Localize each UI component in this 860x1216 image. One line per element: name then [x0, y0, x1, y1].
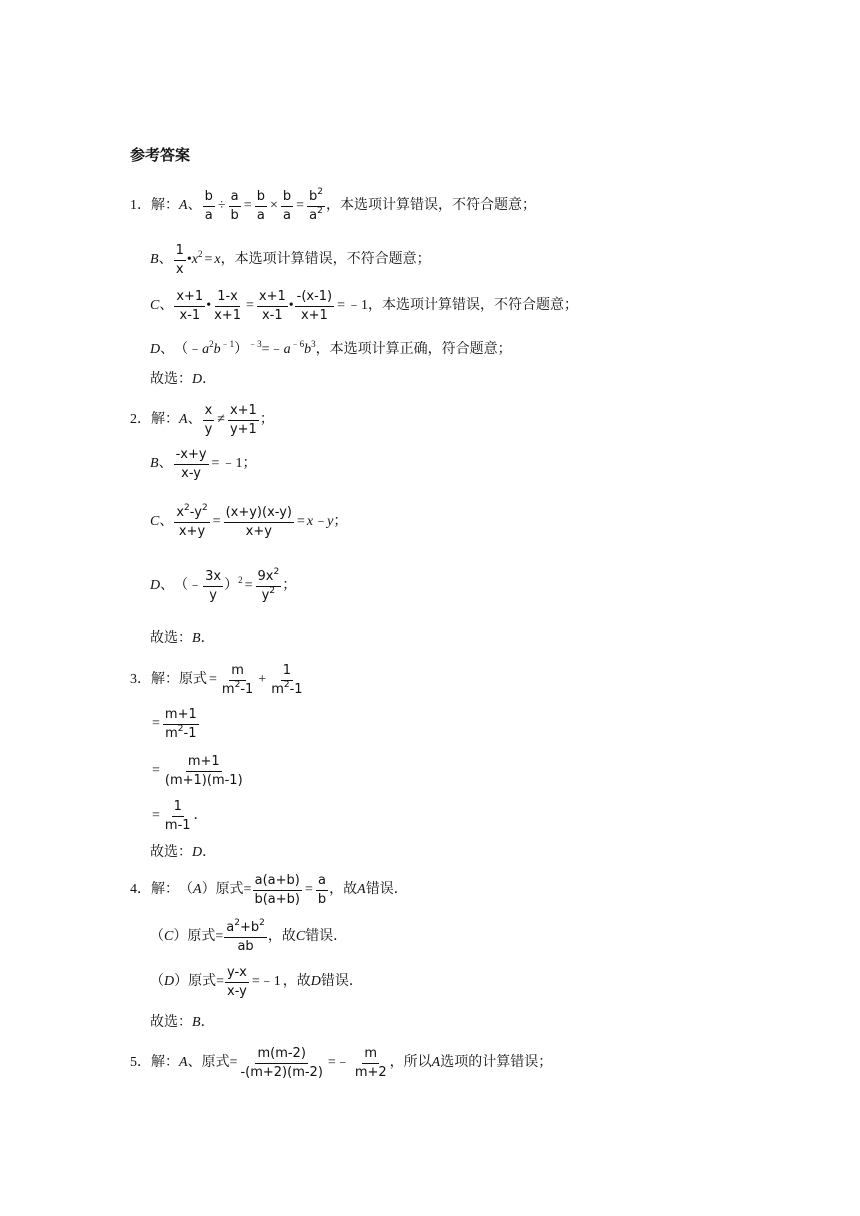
q3-eq1: = [209, 672, 217, 687]
q2-line-a [130, 402, 274, 438]
q3-l3-frac: $\frac{m+1}{(m+1)(m-1)}$ [164, 753, 243, 788]
q1-a-frac3: $\frac{b}{a}$ [256, 188, 265, 223]
q1-line-a [130, 188, 536, 224]
q1-c-label: C [150, 298, 160, 313]
q3-eq3: = [152, 763, 160, 778]
q2-d-rparen: ） [224, 578, 239, 593]
q5-a-text1: ，所以 [389, 1055, 432, 1070]
q4-line-d [150, 964, 363, 1000]
q5-a-frac1: $\frac{m(m-2)}{-(m+2)(m-2)}$ [240, 1045, 323, 1080]
q2-answer: B [192, 631, 201, 646]
q2-d-frac2: $\frac{9x^2}{y^2}$ [257, 566, 280, 603]
q2-c-eq1: = [212, 514, 221, 529]
q1-line-b [150, 242, 431, 278]
q4-c-rparen: ） [173, 929, 188, 944]
q1-a-frac2: $\frac{a}{b}$ [230, 188, 239, 223]
q4-conclusion-label: 故选： [150, 1015, 192, 1030]
q2-a-label: A [179, 412, 188, 427]
q1-conclusion [150, 373, 216, 387]
q1-d-sep: 、 [160, 342, 175, 357]
q5-a-pre: 原式= [201, 1055, 238, 1070]
answer-heading: 参考答案 [130, 148, 191, 164]
q1-a-text: ，本选项计算错误，不符合题意； [326, 198, 537, 213]
q3-period: ． [202, 845, 217, 860]
q3-l4-frac: $\frac{1}{m-1}$ [164, 798, 191, 833]
q4-a-eq: = [304, 882, 313, 897]
q4-intro: 解： [151, 882, 179, 897]
q4-d-letter: D [310, 974, 321, 989]
q2-a-sep: 、 [187, 412, 202, 427]
q3-line-4 [150, 798, 208, 834]
q2-d-sep: 、 [160, 578, 175, 593]
q1-d-text: ，本选项计算正确，符合题意； [315, 342, 512, 357]
q1-b-sep: 、 [158, 252, 173, 267]
q4-c-frac: $\frac{a^2+b^2}{ab}$ [226, 917, 265, 954]
q3-conclusion [150, 846, 216, 860]
q2-d-exp: 2 [238, 574, 243, 585]
q1-c-eq1: = [245, 298, 254, 313]
q4-a-frac1: $\frac{a(a+b)}{b(a+b)}$ [254, 872, 300, 907]
q2-period: ． [200, 631, 215, 646]
q4-a-lparen: （ [179, 882, 193, 897]
q4-a-frac2: $\frac{a}{b}$ [317, 872, 327, 907]
q1-c-frac2: $\frac{1-x}{x+1}$ [214, 288, 241, 323]
q3-number: 3． [130, 672, 151, 687]
q1-d-exp: ﹣3 [248, 338, 262, 349]
q4-d-frac: $\frac{y-x}{x-y}$ [227, 964, 247, 999]
q2-c-frac1: $\frac{x^2-y^2}{x+y}$ [176, 502, 208, 539]
q4-a-letter: A [357, 882, 366, 897]
q2-d-label: D [150, 578, 161, 593]
q4-a-text2: 错误． [365, 882, 408, 897]
q1-a-frac1: $\frac{b}{a}$ [204, 188, 213, 223]
q4-c-text1: ，故 [267, 929, 296, 944]
q4-a-label: A [193, 882, 202, 897]
q1-c-result: ﹣1 [347, 298, 369, 313]
q2-intro: 解： [151, 412, 179, 427]
q2-b-result: ﹣1； [221, 456, 257, 471]
q1-d-bexp: ﹣1 [220, 338, 235, 349]
q2-b-eq: = [211, 456, 220, 471]
q2-number: 2． [130, 412, 151, 427]
q1-intro: 解： [151, 198, 179, 213]
q1-d-a2exp: ﹣6 [290, 338, 305, 349]
q2-d-lparen: （﹣ [174, 578, 203, 593]
q2-c-text: ； [333, 514, 348, 529]
q5-a-eq: =﹣ [327, 1055, 350, 1070]
q5-line-a [130, 1043, 552, 1083]
q1-c-frac3: $\frac{x+1}{x-1}$ [258, 288, 286, 323]
q4-a-text1: ，故 [329, 882, 358, 897]
q2-a-frac2: $\frac{x+1}{y+1}$ [229, 402, 257, 437]
q1-line-c [150, 288, 578, 324]
q2-a-text: ； [259, 412, 274, 427]
q3-answer: D [192, 845, 203, 860]
q4-d-lparen: （ [150, 974, 164, 989]
q1-d-aexp: 2 [209, 338, 214, 349]
q1-b-text: ，本选项计算错误，不符合题意； [220, 252, 431, 267]
q5-a-text2: 选项的计算错误； [440, 1055, 553, 1070]
q1-conclusion-label: 故选： [150, 372, 192, 387]
q2-d-text: ； [282, 578, 297, 593]
q1-d-a: a [202, 342, 210, 357]
q1-b-frac: $\frac{1}{x}$ [175, 242, 184, 277]
q1-period: ． [202, 372, 217, 387]
q1-number: 1． [130, 198, 151, 213]
q2-line-c [150, 502, 347, 542]
q3-l2-frac: $\frac{m+1}{m^2-1}$ [164, 706, 197, 741]
q2-a-frac1: $\frac{x}{y}$ [204, 402, 213, 437]
q4-c-text2: 错误． [305, 929, 348, 944]
q3-l1-frac2: $\frac{1}{m^2-1}$ [271, 662, 303, 697]
q4-d-rparen: ） [174, 974, 189, 989]
q2-line-b [150, 446, 256, 482]
q2-c-frac2: $\frac{(x+y)(x-y)}{x+y}$ [225, 504, 292, 539]
q1-b-exp: 2 [197, 248, 203, 259]
q4-conclusion [150, 1016, 215, 1030]
q1-b-result: x [214, 252, 221, 267]
q1-d-b: b [213, 342, 221, 357]
q3-plus: + [258, 672, 267, 687]
q4-c-letter: C [295, 929, 306, 944]
q2-c-sep: 、 [159, 514, 174, 529]
q1-b-x: x [191, 252, 198, 267]
q1-d-b2: b [304, 342, 312, 357]
q1-c-frac1: $\frac{x+1}{x-1}$ [176, 288, 204, 323]
q3-line-1 [130, 660, 306, 700]
q1-c-dot1: • [206, 298, 212, 313]
q3-intro: 解：原式 [151, 672, 207, 687]
q1-a-sep: 、 [187, 198, 202, 213]
q2-conclusion-label: 故选： [150, 631, 192, 646]
q1-c-sep: 、 [159, 298, 174, 313]
q4-d-eq: =﹣1 [251, 974, 281, 989]
q4-number: 4． [130, 882, 151, 897]
q2-conclusion [150, 632, 215, 646]
q1-c-frac4: $\frac{-(x-1)}{x+1}$ [296, 288, 333, 323]
q4-line-a [130, 870, 408, 910]
q1-answer: D [192, 372, 203, 387]
q1-c-text: ，本选项计算错误，不符合题意； [368, 298, 579, 313]
q5-intro: 解： [151, 1055, 179, 1070]
q2-d-eq: = [244, 578, 253, 593]
q1-b-label: B [150, 252, 159, 267]
q1-d-eq: =﹣ [261, 342, 284, 357]
q2-c-result: x﹣y [306, 514, 334, 529]
q1-a-label: A [179, 198, 188, 213]
q3-l1-frac1: $\frac{m}{m^2-1}$ [221, 662, 254, 697]
q3-eq2: = [152, 716, 160, 731]
q1-b-dot: • [186, 252, 192, 267]
q4-d-label: D [164, 974, 175, 989]
q1-d-b2exp: 3 [311, 338, 316, 349]
q1-d-rparen: ） [234, 342, 249, 357]
q1-a-times: × [269, 198, 278, 213]
q1-d-label: D [150, 342, 161, 357]
q2-d-frac1: $\frac{3x}{y}$ [205, 568, 222, 603]
q3-line-2 [150, 704, 200, 744]
q5-a-frac2: $\frac{m}{m+2}$ [354, 1045, 387, 1080]
q3-line-3 [150, 752, 246, 790]
q4-a-rparen: ） [201, 882, 216, 897]
q5-a-letter: A [431, 1055, 441, 1070]
q1-d-a2: a [283, 342, 291, 357]
q5-a-label: A [179, 1055, 188, 1070]
q1-a-eq2: = [296, 198, 305, 213]
q1-a-eq1: = [243, 198, 252, 213]
q1-a-div: ÷ [217, 198, 226, 213]
q4-c-label: C [164, 929, 174, 944]
q3-eq4: = [152, 808, 160, 823]
q2-b-sep: 、 [158, 456, 173, 471]
q3-l4-period: ． [193, 808, 208, 823]
q1-b-eq: = [204, 252, 213, 267]
q4-c-pre: 原式= [187, 929, 224, 944]
q2-a-neq: ≠ [217, 412, 225, 427]
q1-c-dot2: • [288, 298, 294, 313]
q2-b-label: B [150, 456, 159, 471]
q4-d-text1: ，故 [282, 974, 311, 989]
q4-c-lparen: （ [150, 929, 164, 944]
q4-a-pre: 原式= [215, 882, 252, 897]
q1-a-frac5: $\frac{b^2}{a^2}$ [309, 186, 324, 223]
q5-number: 5． [130, 1055, 151, 1070]
q4-d-text2: 错误． [320, 974, 363, 989]
q2-line-d [150, 564, 296, 608]
q2-c-label: C [150, 514, 160, 529]
q1-a-frac4: $\frac{b}{a}$ [282, 188, 292, 223]
q5-a-sep: 、 [187, 1055, 202, 1070]
q1-c-eq2: = [337, 298, 346, 313]
q2-c-eq2: = [297, 514, 305, 529]
q1-d-lparen: （﹣ [174, 342, 203, 357]
q4-answer: B [192, 1015, 201, 1030]
q2-b-frac: $\frac{-x+y}{x-y}$ [175, 446, 207, 481]
q4-d-pre: 原式= [188, 974, 225, 989]
q1-line-d [150, 340, 512, 360]
q4-period: ． [200, 1015, 215, 1030]
q4-line-c [150, 916, 347, 958]
q3-conclusion-label: 故选： [150, 845, 192, 860]
